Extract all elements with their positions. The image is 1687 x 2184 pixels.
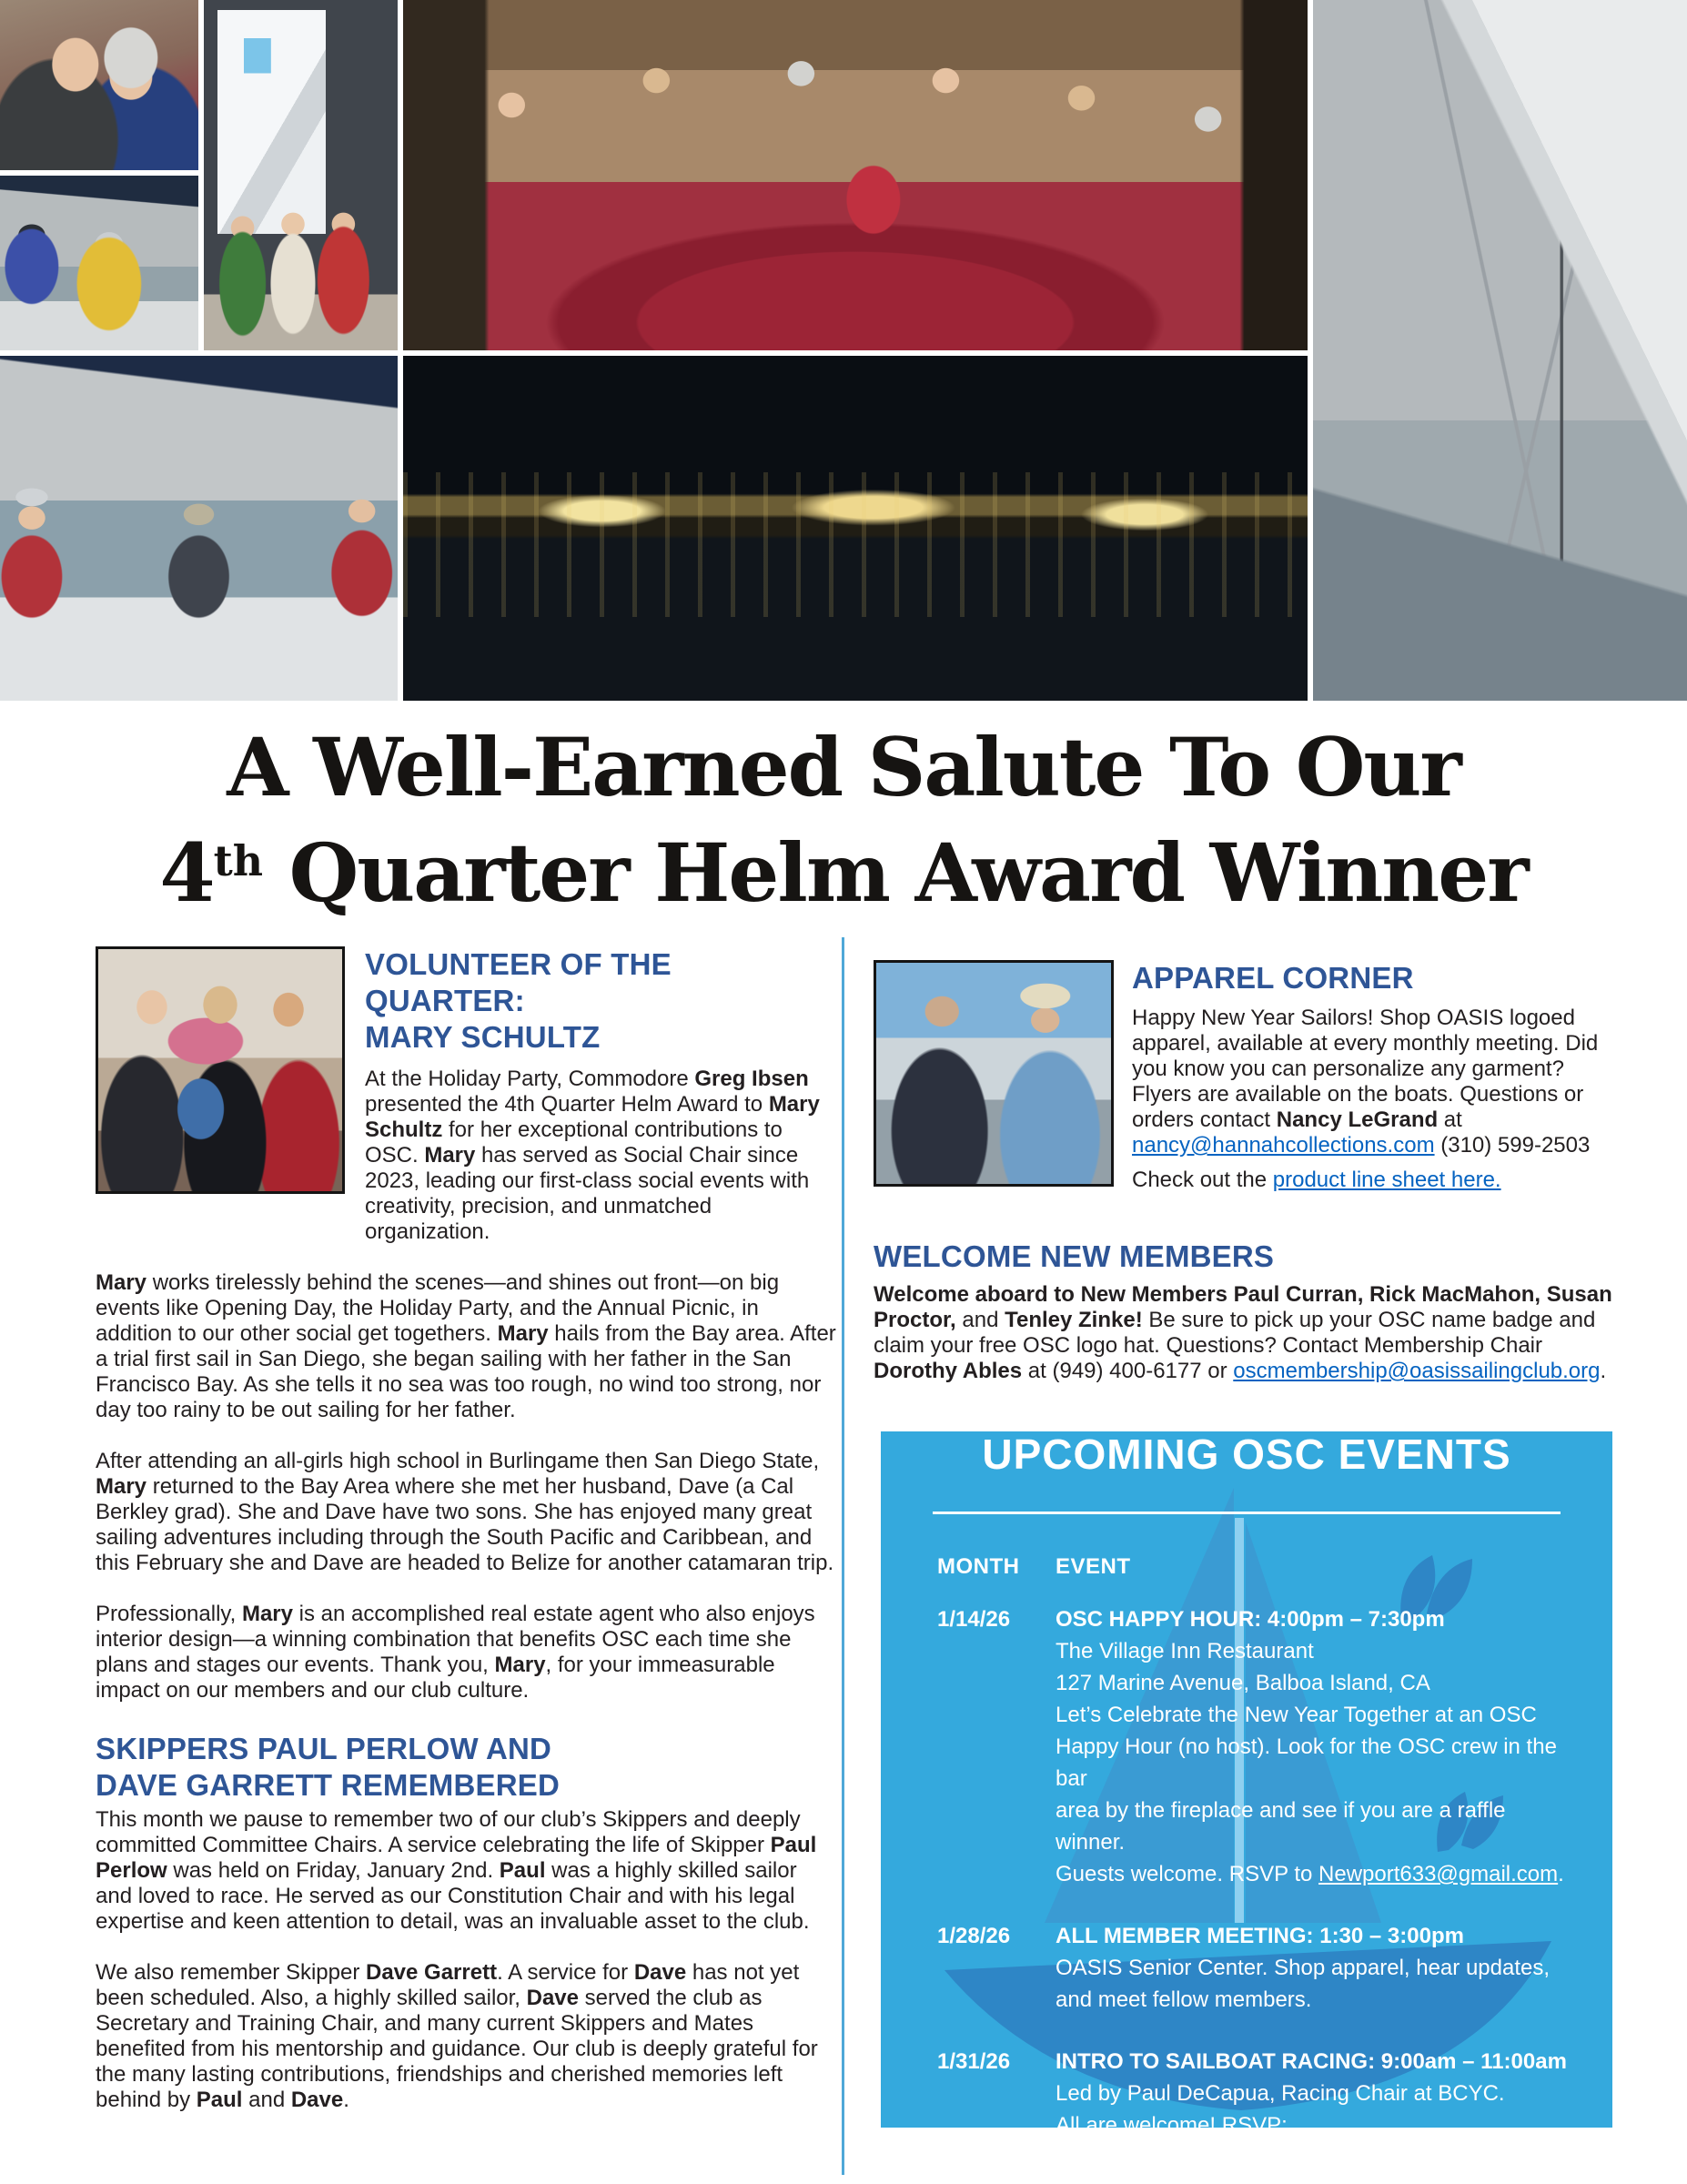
- right-column: [874, 960, 1615, 2169]
- event-detail-line: [1056, 2141, 1579, 2173]
- skippers-paragraph: [96, 1807, 837, 1935]
- text-run: After attending an all-girls high school in Burlingame then San Diego State,: [96, 1449, 820, 1473]
- event-row: [937, 1920, 1612, 2016]
- text-run: Dave Garrett: [366, 1960, 498, 1985]
- text-run: Paul Perlow: [96, 1833, 817, 1883]
- event-detail-line: [1056, 1858, 1579, 1890]
- text-run: At the Holiday Party, Commodore: [365, 1067, 695, 1091]
- event-detail-line: [1056, 1952, 1579, 1984]
- event-detail-line: [1056, 1731, 1579, 1795]
- text-run: was a highly skilled sailor and loved to race. He served as our Constitution Chair and with his legal expertise and keen attention to detail, was an invaluable asset to the club.: [96, 1858, 810, 1934]
- text-run: and: [955, 1308, 1005, 1332]
- photo-couple-holiday-party: [0, 0, 198, 170]
- skippers-heading: SKIPPERS PAUL PERLOW AND DAVE GARRETT REMEMBERED: [96, 1732, 561, 1802]
- link[interactable]: product line sheet here.: [1272, 1168, 1501, 1192]
- text-run: served the club as Secretary and Training Chair, and many current Skippers and Mates benefited from his mentorship and guidance. Our club is deeply grateful for the many lasting contributions, friendships and cherished memories left behind by: [96, 1986, 818, 2112]
- month-column-header: MONTH: [937, 1554, 1020, 1579]
- event-detail-line: [1056, 1699, 1579, 1731]
- apparel-body-text: [1132, 1006, 1615, 1158]
- text-run: Mary: [497, 1321, 549, 1346]
- page-title-line2: 4th Quarter Helm Award Winner: [159, 825, 1528, 920]
- text-run: Mary: [96, 1474, 147, 1499]
- text-run: is an accomplished real estate agent who also enjoys interior design—a winning combination that benefits OSC each time she plans and stages our events. Thank you,: [96, 1602, 815, 1677]
- text-run: Professionally,: [96, 1602, 242, 1626]
- event-detail-line: [1056, 2078, 1579, 2109]
- event-row: [937, 1603, 1612, 1890]
- text-run: Led by Paul DeCapua, Racing Chair at BCYC.: [1056, 2081, 1505, 2106]
- volunteer-intro-text: [365, 1067, 837, 1245]
- text-run: at: [1438, 1107, 1462, 1132]
- text-run: returned to the Bay Area where she met her husband, Dave (a Cal Berkley grad). She and Dave have two sons. She has enjoyed many great sailing adventures including through the South Pacific and Caribbean, and this February she and Dave are headed to Belize for another catamaran trip.: [96, 1474, 834, 1575]
- event-date: 1/14/26: [937, 1607, 1011, 1632]
- page-title: [0, 721, 1687, 920]
- apparel-heading: APPAREL CORNER: [1132, 961, 1414, 995]
- text-run: presented the 4th Quarter Helm Award to: [365, 1092, 769, 1117]
- text-run: was held on Friday, January 2nd.: [167, 1858, 500, 1883]
- ordinal-superscript: th: [213, 836, 263, 885]
- text-run: has not yet been scheduled. Also, a highly skilled sailor,: [96, 1960, 800, 2010]
- text-run: Mary: [494, 1653, 546, 1677]
- apparel-check-line: [1132, 1168, 1615, 1193]
- event-title: ALL MEMBER MEETING: 1:30 – 3:00pm: [1056, 1924, 1464, 1948]
- photo-two-members-at-marina: [874, 960, 1114, 1187]
- volunteer-section: [96, 946, 837, 1245]
- text-run: This month we pause to remember two of our club’s Skippers and deeply committed Committee Chairs. A service celebrating the life of Skipper: [96, 1807, 801, 1857]
- event-row: [937, 2046, 1612, 2173]
- skippers-paragraph: [96, 1960, 837, 2113]
- text-run: and meet fellow members.: [1056, 1987, 1312, 2012]
- text-run: .: [1558, 1862, 1564, 1886]
- link[interactable]: https://bcycracing.org/intro-to-sailboat-racing/: [1056, 2145, 1493, 2169]
- volunteer-paragraph: [96, 1270, 837, 1423]
- text-run: Mary Schultz: [365, 1092, 820, 1142]
- text-run: Welcome aboard to New Members Paul Curran, Rick MacMahon, Susan Proctor,: [874, 1282, 1612, 1332]
- event-details: [1056, 2046, 1579, 2173]
- text-run: Greg Ibsen: [694, 1067, 809, 1091]
- volunteer-paragraph: [96, 1449, 837, 1576]
- text-run: Mary: [424, 1143, 476, 1168]
- left-column: [96, 946, 837, 2113]
- text-run: has served as Social Chair since 2023, leading our first-class social events with creativity, precision, and unmatched organization.: [365, 1143, 810, 1244]
- text-run: Tenley Zinke!: [1005, 1308, 1143, 1332]
- event-title: OSC HAPPY HOUR: 4:00pm – 7:30pm: [1056, 1607, 1445, 1632]
- link[interactable]: Newport633@gmail.com: [1318, 1862, 1559, 1886]
- welcome-body-text: [874, 1282, 1615, 1384]
- text-run: Happy Hour (no host). Look for the OSC crew in the bar: [1056, 1734, 1557, 1791]
- events-column-headers: [937, 1554, 1612, 1580]
- photo-sailing-crew-jackets: [0, 176, 198, 350]
- event-detail-line: [1056, 1984, 1579, 2016]
- events-box-title: UPCOMING OSC EVENTS: [982, 1431, 1511, 1478]
- event-date: 1/31/26: [937, 2049, 1011, 2074]
- text-run: Mary: [96, 1270, 147, 1295]
- text-run: OASIS Senior Center. Shop apparel, hear updates,: [1056, 1956, 1551, 1980]
- text-run: , for your immeasurable impact on our members and our club culture.: [96, 1653, 775, 1703]
- welcome-heading: WELCOME NEW MEMBERS: [874, 1239, 1275, 1273]
- text-run: . A service for: [497, 1960, 634, 1985]
- volunteer-intro-block: [365, 946, 837, 1245]
- text-run: Dave: [290, 2088, 344, 2112]
- text-run: Nancy LeGrand: [1276, 1107, 1439, 1132]
- photo-helm-award-presentation: [96, 946, 345, 1194]
- link[interactable]: nancy@hannahcollections.com: [1132, 1133, 1435, 1158]
- apparel-section: [874, 960, 1615, 1193]
- event-detail-line: [1056, 2109, 1579, 2141]
- text-run: Check out the: [1132, 1168, 1273, 1192]
- text-run: Guests welcome. RSVP to: [1056, 1862, 1319, 1886]
- text-run: Be sure to pick up your OSC name badge and claim your free OSC logo hat. Questions? Contact Membership Chair: [874, 1308, 1596, 1358]
- photo-harbor-christmas-lights-night: [403, 356, 1308, 701]
- text-run: Mary: [241, 1602, 293, 1626]
- photo-membership-banner-elves: [204, 0, 398, 350]
- event-detail-line: [1056, 1795, 1579, 1858]
- text-run: 127 Marine Avenue, Balboa Island, CA: [1056, 1671, 1430, 1695]
- column-divider: [842, 937, 844, 2175]
- event-details: [1056, 1920, 1579, 2016]
- events-content: [881, 1431, 1612, 2173]
- volunteer-paragraph: [96, 1602, 837, 1704]
- text-run: at (949) 400-6177 or: [1022, 1359, 1234, 1383]
- page-title-line1: A Well-Earned Salute To Our: [227, 720, 1460, 814]
- text-run: .: [1600, 1359, 1607, 1383]
- text-run: Paul: [499, 1858, 546, 1883]
- text-run: We also remember Skipper: [96, 1960, 366, 1985]
- upcoming-events-box: [881, 1431, 1612, 2169]
- volunteer-heading: VOLUNTEER OF THE QUARTER: MARY SCHULTZ: [365, 947, 672, 1054]
- text-run: Dave: [633, 1960, 687, 1985]
- event-detail-line: [1056, 1667, 1579, 1699]
- text-run: The Village Inn Restaurant: [1056, 1639, 1314, 1663]
- apparel-text-block: [1132, 960, 1615, 1193]
- text-run: Dave: [526, 1986, 579, 2010]
- event-title: INTRO TO SAILBOAT RACING: 9:00am – 11:00am: [1056, 2049, 1567, 2074]
- text-run: Paul: [196, 2088, 243, 2112]
- text-run: Dorothy Ables: [874, 1359, 1023, 1383]
- link[interactable]: oscmembership@oasissailingclub.org: [1233, 1359, 1601, 1383]
- text-run: and: [242, 2088, 291, 2112]
- event-details: [1056, 1603, 1579, 1890]
- event-column-header: EVENT: [1056, 1554, 1131, 1579]
- photo-sailboat-bow-at-sea: [1313, 0, 1687, 701]
- photo-three-sailors-on-boat: [0, 356, 398, 701]
- text-run: .: [343, 2088, 349, 2112]
- event-date: 1/28/26: [937, 1924, 1011, 1948]
- text-run: for her exceptional contributions to OSC.: [365, 1117, 783, 1168]
- text-run: All are welcome! RSVP:: [1056, 2113, 1288, 2138]
- events-list: [881, 1603, 1612, 2173]
- photo-holiday-party-table: [403, 0, 1308, 350]
- events-divider-line: [933, 1512, 1561, 1514]
- text-run: (310) 599-2503: [1434, 1133, 1591, 1158]
- text-run: works tirelessly behind the scenes—and shines out front—on big events like Opening Day, the Holiday Party, and the Annual Picnic, in addition to our other social get togethers.: [96, 1270, 780, 1346]
- event-detail-line: [1056, 1635, 1579, 1667]
- text-run: Happy New Year Sailors! Shop OASIS logoed apparel, available at every monthly meeting. Did you know you can personalize any garment? Flyers are available on the boats. Questions or orders contact: [1132, 1006, 1599, 1132]
- text-run: area by the fireplace and see if you are a raffle winner.: [1056, 1798, 1506, 1855]
- text-run: Let’s Celebrate the New Year Together at an OSC: [1056, 1703, 1537, 1727]
- text-run: hails from the Bay area. After a trial first sail in San Diego, she began sailing with her father in the San Francisco Bay. As she tells it no sea was too rough, no wind too strong, nor day too rainy to be out sailing for her father.: [96, 1321, 836, 1422]
